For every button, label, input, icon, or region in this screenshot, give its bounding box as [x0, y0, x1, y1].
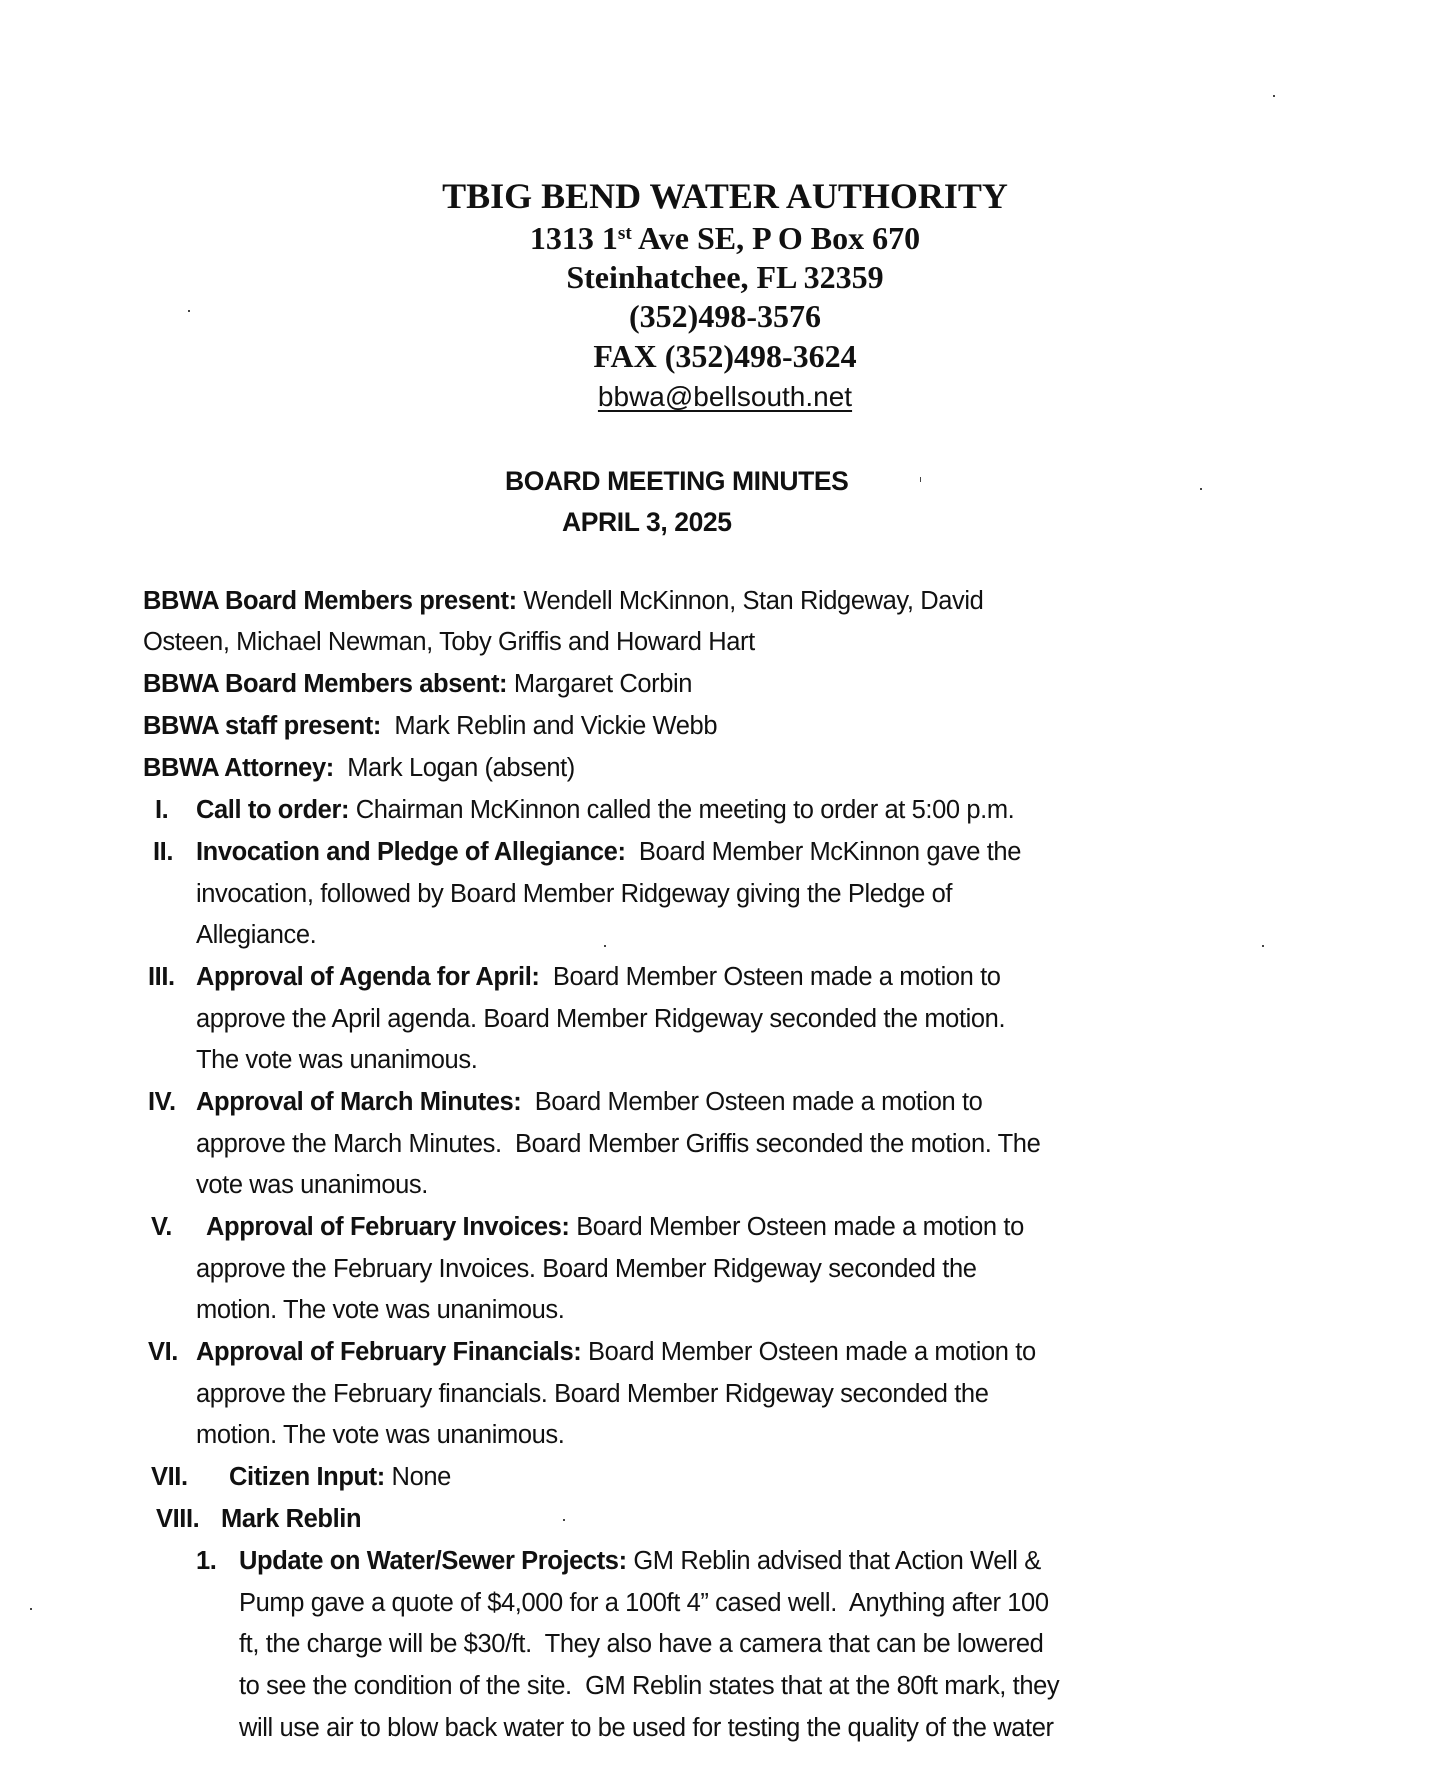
item-numeral: IV. — [148, 1088, 176, 1116]
item-text: Board Member Osteen made a motion to — [581, 1338, 1036, 1366]
item-text-continued: motion. The vote was unanimous. — [196, 1296, 565, 1325]
item-text-continued: The vote was unanimous. — [196, 1046, 478, 1075]
sub-item-text-continued: to see the condition of the site. GM Reblin states that at the 80ft mark, they — [239, 1672, 1060, 1701]
item-first-line — [196, 831, 1021, 873]
item-first-line — [196, 956, 1001, 998]
item-text: Board Member Osteen made a motion to — [569, 1213, 1024, 1241]
item-text-continued: invocation, followed by Board Member Ridgeway giving the Pledge of — [196, 879, 953, 908]
sub-item-text-continued: Pump gave a quote of $4,000 for a 100ft 4” cased well. Anything after 100 — [239, 1588, 1049, 1617]
item-heading: Citizen Input: — [229, 1463, 385, 1491]
email-link[interactable]: bbwa@bellsouth.net — [597, 381, 853, 412]
scan-speck — [1262, 945, 1264, 947]
scan-speck — [1200, 488, 1202, 490]
item-heading: Invocation and Pledge of Allegiance: — [196, 838, 626, 866]
item-first-line — [206, 1206, 1024, 1248]
scan-speck — [920, 477, 921, 482]
item-heading: Approval of February Invoices: — [206, 1213, 570, 1241]
item-first-line — [196, 1081, 982, 1123]
item-numeral: V. — [151, 1213, 172, 1241]
item-text: Board Member McKinnon gave the — [625, 838, 1021, 866]
item-text: Board Member Osteen made a motion to — [521, 1088, 983, 1116]
phone-number: (352)498-3576 — [629, 298, 821, 334]
item-text-continued: Allegiance. — [196, 921, 317, 950]
sub-item-heading: Update on Water/Sewer Projects: — [239, 1547, 627, 1575]
attorney-label: BBWA Attorney: — [143, 754, 334, 782]
address-ordinal: st — [617, 223, 632, 244]
item-text-continued: motion. The vote was unanimous. — [196, 1421, 565, 1450]
scan-speck — [604, 945, 606, 947]
item-text: Board Member Osteen made a motion to — [539, 963, 1001, 991]
item-numeral: VII. — [151, 1463, 188, 1491]
attendance-staff — [143, 705, 717, 747]
address-line — [0, 218, 1450, 258]
sub-item-number: 1. — [196, 1547, 217, 1575]
sub-item-text: GM Reblin advised that Action Well & — [626, 1547, 1041, 1575]
item-heading: Approval of Agenda for April: — [196, 963, 540, 991]
scan-speck — [563, 1519, 565, 1521]
item-first-line — [229, 1456, 451, 1498]
present-label: BBWA Board Members present: — [143, 587, 517, 615]
absent-label: BBWA Board Members absent: — [143, 670, 508, 698]
item-first-line — [196, 1331, 1036, 1373]
item-first-line — [221, 1498, 361, 1540]
item-numeral: VI. — [148, 1338, 178, 1366]
absent-names: Margaret Corbin — [507, 670, 693, 698]
attendance-attorney — [143, 747, 575, 789]
staff-label: BBWA staff present: — [143, 712, 381, 740]
item-text-continued: approve the February financials. Board Member Ridgeway seconded the — [196, 1379, 989, 1408]
attorney-name: Mark Logan (absent) — [333, 754, 575, 782]
scan-speck — [1273, 95, 1275, 97]
sub-item-text-continued: will use air to blow back water to be used for testing the quality of the water — [239, 1713, 1054, 1742]
email-row — [0, 375, 1450, 417]
document-date: APRIL 3, 2025 — [562, 507, 732, 537]
scan-speck — [30, 1608, 32, 1610]
item-text-continued: approve the April agenda. Board Member Ridgeway seconded the motion. — [196, 1004, 1006, 1033]
present-names: Wendell McKinnon, Stan Ridgeway, David — [516, 587, 984, 615]
attendance-absent — [143, 663, 692, 705]
item-heading: Call to order: — [196, 796, 350, 824]
item-heading: Approval of February Financials: — [196, 1338, 582, 1366]
item-numeral: I. — [155, 796, 169, 824]
fax-number: FAX (352)498-3624 — [593, 338, 857, 374]
city-state-zip: Steinhatchee, FL 32359 — [566, 259, 884, 295]
staff-names: Mark Reblin and Vickie Webb — [380, 712, 718, 740]
item-text-continued: vote was unanimous. — [196, 1171, 428, 1200]
item-first-line — [196, 789, 1014, 831]
item-heading: Approval of March Minutes: — [196, 1088, 522, 1116]
item-numeral: III. — [148, 963, 175, 991]
document-title: BOARD MEETING MINUTES — [505, 466, 849, 496]
organization-name: TBIG BEND WATER AUTHORITY — [442, 176, 1008, 216]
item-text-continued: approve the February Invoices. Board Member Ridgeway seconded the — [196, 1254, 977, 1283]
address-rest: Ave SE, P O Box 670 — [631, 220, 921, 256]
item-numeral: II. — [153, 838, 174, 866]
item-heading: Mark Reblin — [221, 1505, 362, 1533]
attendance-present-cont: Osteen, Michael Newman, Toby Griffis and Howard Hart — [143, 628, 755, 656]
item-text-continued: approve the March Minutes. Board Member Griffis seconded the motion. The — [196, 1129, 1041, 1158]
item-text: Chairman McKinnon called the meeting to order at 5:00 p.m. — [349, 796, 1015, 824]
attendance-present — [143, 580, 983, 622]
scan-speck — [188, 310, 190, 312]
item-numeral: VIII. — [156, 1505, 200, 1533]
address-number: 1313 1 — [529, 220, 618, 256]
sub-item-text-continued: ft, the charge will be $30/ft. They also have a camera that can be lowered — [239, 1630, 1044, 1659]
item-text: None — [384, 1463, 451, 1491]
